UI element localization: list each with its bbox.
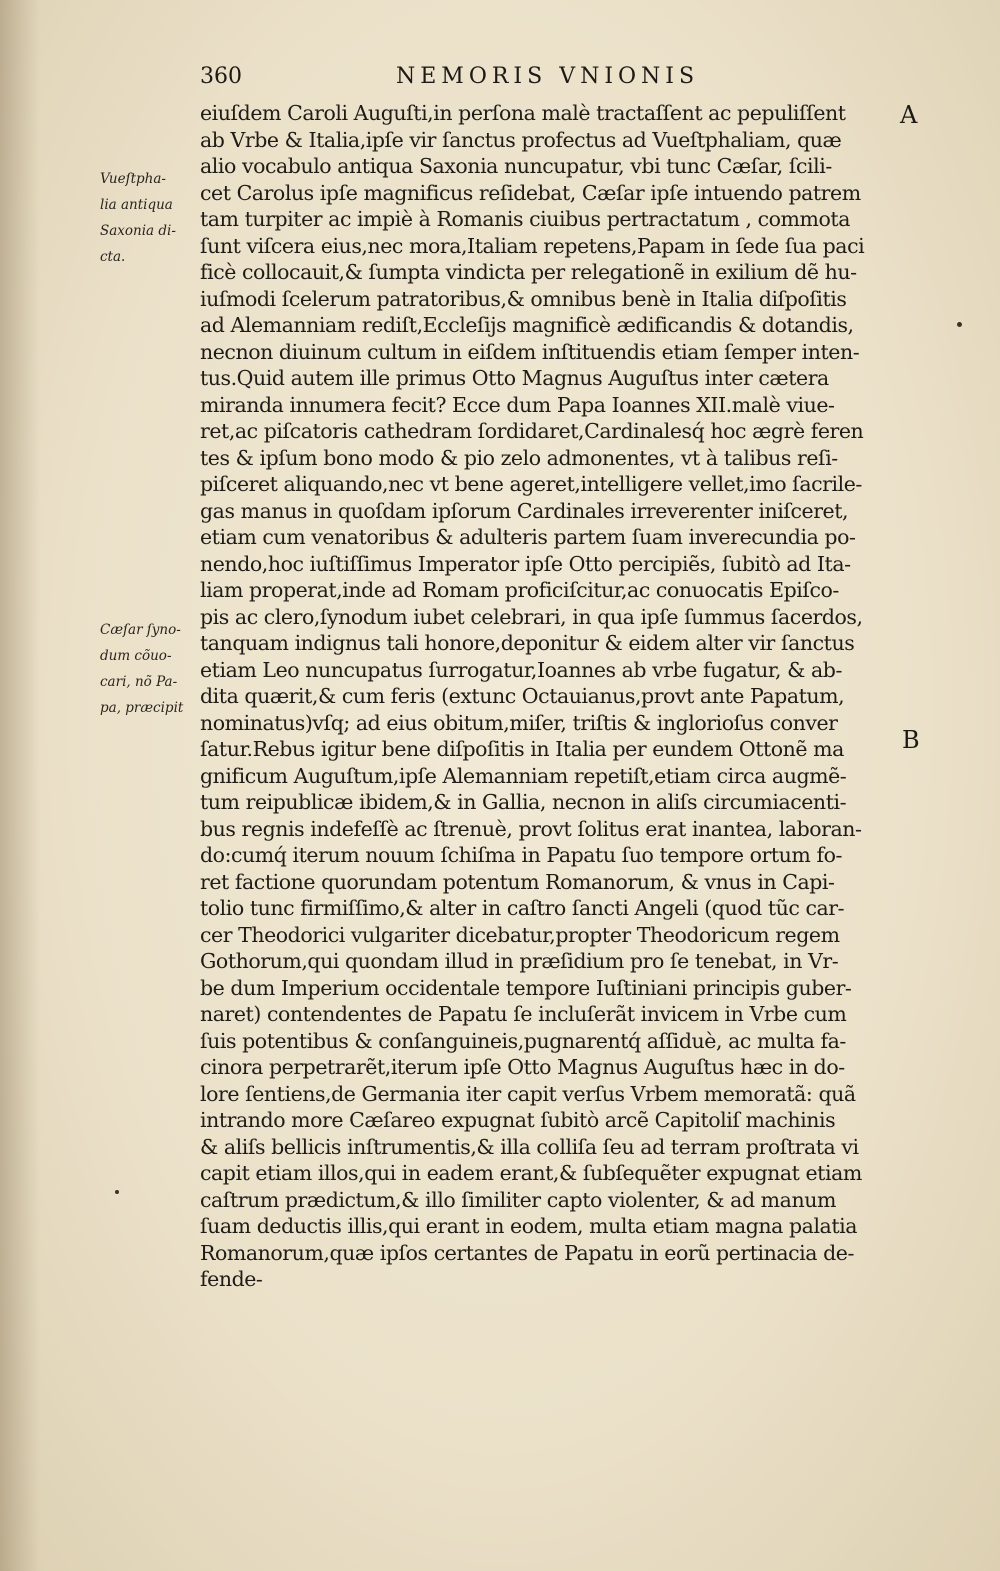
margin-note-line: pa, præcipit	[100, 700, 184, 716]
text-line: pis ac clero,ſynodum iubet celebrari, in qua ipſe ſummus ſacerdos,	[200, 604, 863, 629]
text-line: ſuam deductis illis,qui erant in eodem, multa etiam magna palatia	[200, 1214, 857, 1238]
text-line: tum reipublicæ ibidem,& in Gallia, necnon in aliſs circumiacenti-	[200, 790, 847, 814]
binding-shadow	[0, 0, 40, 1571]
text-line: miranda innumera fecit? Ecce dum Papa Ioannes XII.malè viue-	[200, 392, 835, 417]
text-line: tanquam indignus tali honore,deponitur & eidem alter vir ſanctus	[200, 631, 855, 655]
text-line: lore ſentiens,de Germania iter capit verſus Vrbem memoratã: quã	[200, 1081, 856, 1106]
margin-note-line: cta.	[100, 249, 126, 265]
text-line: gas manus in quoſdam ipſorum Cardinales irreverenter iniſceret,	[200, 498, 849, 523]
text-line: necnon diuinum cultum in eiſdem inſtituendis etiam ſemper inten-	[200, 339, 860, 364]
section-marker-b: B	[902, 726, 920, 754]
margin-note-line: Vueſtpha-	[100, 171, 166, 187]
text-line: ret,ac piſcatoris cathedram ſordidaret,Cardinalesq́ hoc ægrè feren	[200, 419, 864, 443]
text-line: nendo,hoc iuſtiſſimus Imperator ipſe Otto percipiẽs, ſubitò ad Ita-	[200, 551, 851, 576]
ink-speck	[115, 1190, 119, 1194]
text-line: be dum Imperium occidentale tempore Iuſtiniani principis guber-	[200, 975, 852, 1000]
text-line: gnificum Auguſtum,ipſe Alemanniam repetiſt,etiam circa augmẽ-	[200, 763, 847, 788]
text-line: cer Theodorici vulgariter dicebatur,propter Theodoricum regem	[200, 922, 840, 947]
text-line: tam turpiter ac impiè à Romanis ciuibus pertractatum , commota	[200, 207, 850, 231]
text-line: Gothorum,qui quondam illud in præſidium pro ſe tenebat, in Vr-	[200, 949, 839, 973]
text-line: tus.Quid autem ille primus Otto Magnus Auguſtus inter cætera	[200, 366, 829, 390]
text-line: ad Alemanniam rediſt,Eccleſijs magnificè ædificandis & dotandis,	[200, 313, 854, 337]
text-line: ſuis potentibus & conſanguineis,pugnarentq́ aſſiduè, ac multa fa-	[200, 1028, 846, 1053]
text-line: capit etiam illos,qui in eadem erant,& ſubſequẽter expugnat etiam	[200, 1161, 862, 1185]
text-line: tes & ipſum bono modo & pio zelo admonentes, vt à talibus reſi-	[200, 445, 838, 470]
margin-note-line: dum cõuo-	[100, 648, 172, 664]
text-line: nominatus)vſq; ad eius obitum,miſer, triſtis & inglorioſus conver	[200, 710, 838, 735]
margin-note-caesar-synodum	[100, 617, 192, 721]
margin-note-line: lia antiqua	[100, 197, 173, 213]
text-line: tolio tunc firmiſſimo,& alter in caſtro ſancti Angeli (quod tũc car-	[200, 896, 845, 920]
text-line: cet Carolus ipſe magnificus reſidebat, Cæſar ipſe intuendo patrem	[200, 180, 861, 205]
ink-speck	[957, 322, 962, 327]
text-line: naret) contendentes de Papatu ſe incluſerãt invicem in Vrbe cum	[200, 1002, 847, 1026]
text-line: alio vocabulo antiqua Saxonia nuncupatur, vbi tunc Cæſar, ſcili-	[200, 154, 832, 178]
text-line: fende-	[200, 1267, 263, 1291]
text-line: & aliſs bellicis inſtrumentis,& illa colliſa ſeu ad terram proſtrata vi	[200, 1134, 859, 1159]
margin-note-vuestphalia	[100, 166, 192, 270]
running-head	[200, 64, 740, 94]
text-line: etiam cum venatoribus & adulteris partem ſuam inverecundia po-	[200, 525, 856, 549]
body-text	[200, 100, 900, 1293]
text-line: ſatur.Rebus igitur bene diſpoſitis in Italia per eundem Ottonẽ ma	[200, 737, 844, 761]
page-number: 360	[200, 64, 242, 89]
running-title: NEMORIS VNIONIS	[396, 64, 700, 89]
text-line: bus regnis indefeſſè ac ſtrenuè, provt ſolitus erat inantea, laboran-	[200, 816, 862, 841]
text-line: Romanorum,quæ ipſos certantes de Papatu in eorũ pertinacia de-	[200, 1240, 854, 1265]
text-line: intrando more Cæſareo expugnat ſubitò arcẽ Capitoliſ machinis	[200, 1108, 836, 1132]
text-line: cinora perpetrarẽt,iterum ipſe Otto Magnus Auguſtus hæc in do-	[200, 1055, 845, 1079]
text-line: do:cumq́ iterum nouum ſchiſma in Papatu ſuo tempore ortum fo-	[200, 843, 842, 867]
text-line: caſtrum prædictum,& illo ſimiliter capto violenter, & ad manum	[200, 1187, 836, 1212]
text-line: iuſmodi ſcelerum patratoribus,& omnibus benè in Italia diſpoſitis	[200, 286, 847, 311]
text-line: ab Vrbe & Italia,ipſe vir ſanctus profectus ad Vueſtphaliam, quæ	[200, 127, 842, 152]
text-line: ficè collocauit,& ſumpta vindicta per relegationẽ in exilium dẽ hu-	[200, 260, 857, 284]
margin-note-line: Saxonia di-	[100, 223, 176, 239]
text-line: piſceret aliquando,nec vt bene ageret,intelligere vellet,imo ſacrile-	[200, 472, 862, 496]
margin-note-line: cari, nõ Pa-	[100, 674, 178, 690]
text-line: ſunt viſcera eius,nec mora,Italiam repetens,Papam in ſede ſua paci	[200, 233, 865, 258]
section-marker-a: A	[900, 101, 918, 129]
text-line: dita quærit,& cum feris (extunc Octauianus,provt ante Papatum,	[200, 684, 845, 708]
text-line: liam properat,inde ad Romam proficiſcitur,ac conuocatis Epiſco-	[200, 578, 839, 602]
text-line: eiuſdem Caroli Auguſti,in perſona malè tractaſſent ac pepuliſſent	[200, 101, 846, 125]
text-line: etiam Leo nuncupatus ſurrogatur,Ioannes ab vrbe fugatur, & ab-	[200, 657, 842, 682]
text-line: ret factione quorundam potentum Romanorum, & vnus in Capi-	[200, 869, 835, 894]
margin-note-line: Cæſar ſyno-	[100, 622, 181, 638]
